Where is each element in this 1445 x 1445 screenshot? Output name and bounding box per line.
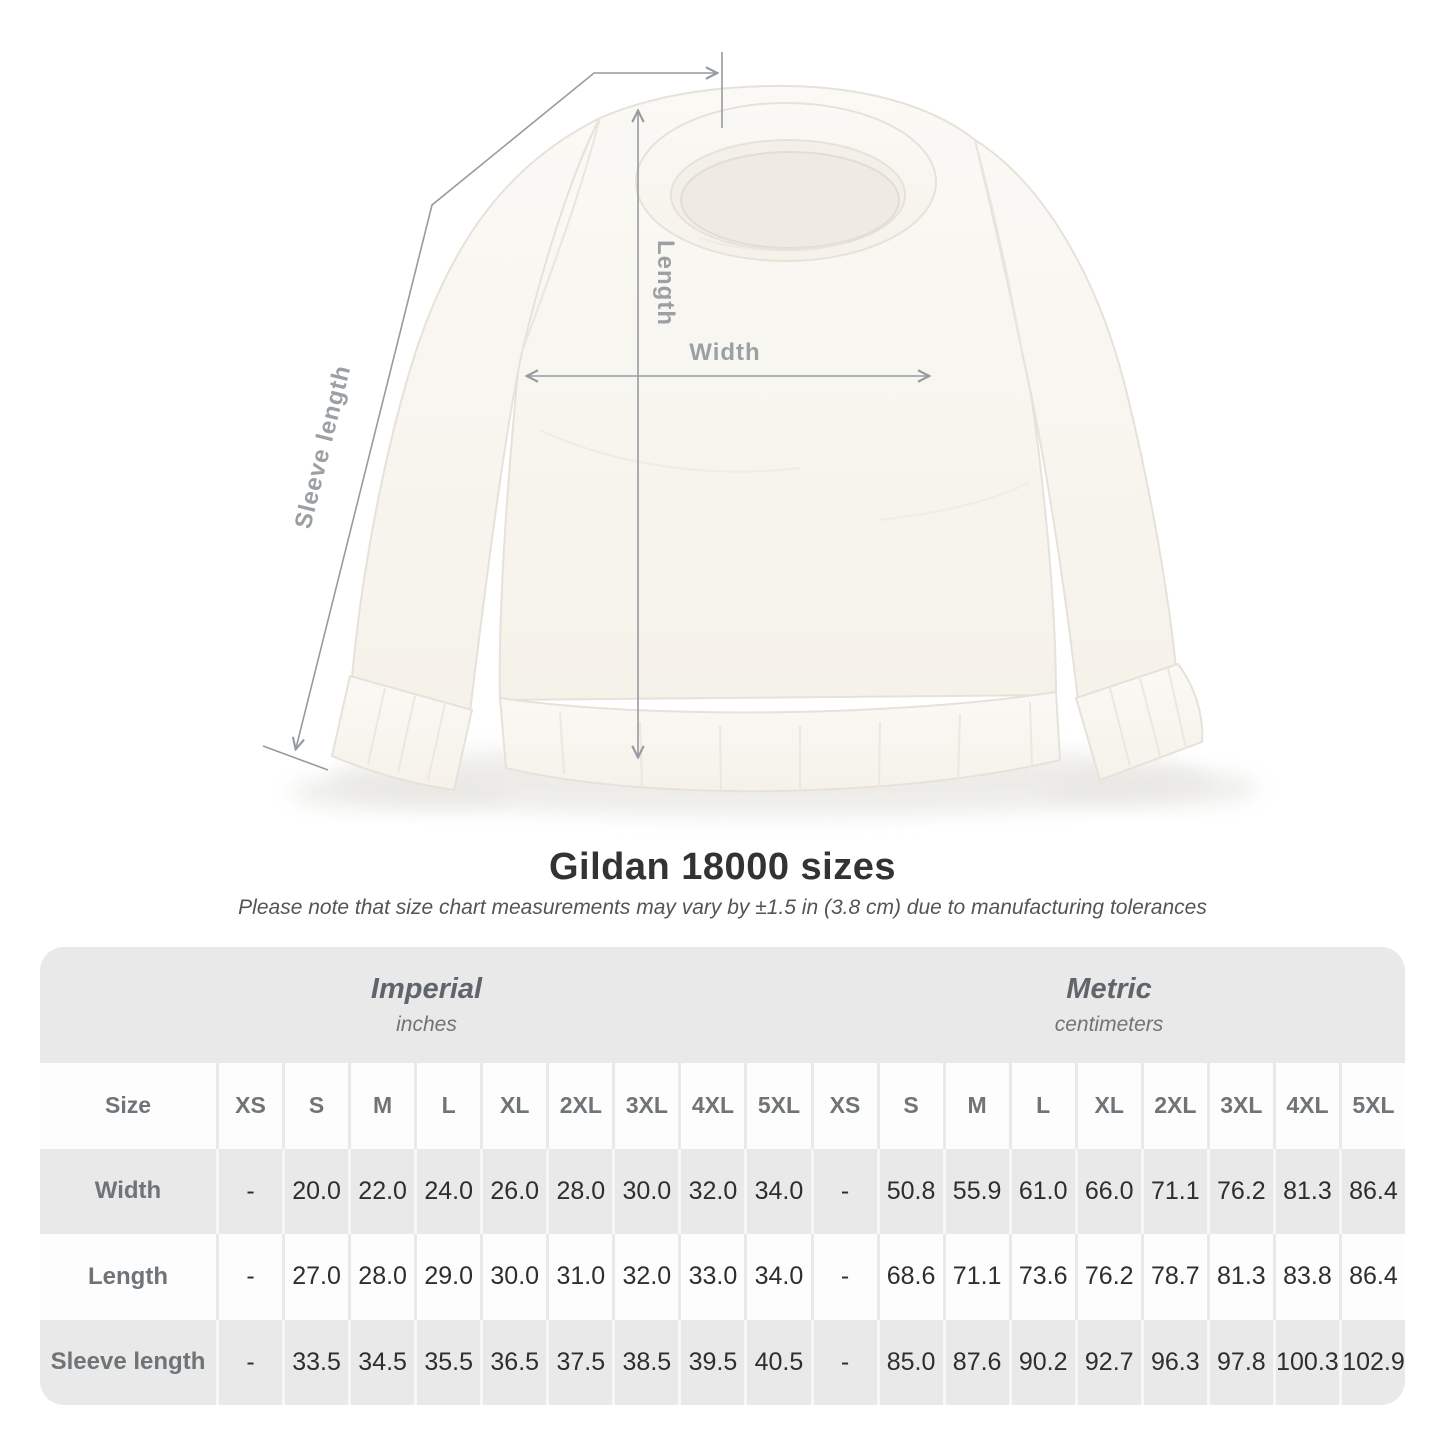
table-cell: 50.8	[877, 1149, 943, 1235]
table-cell: 28.0	[546, 1149, 612, 1235]
table-row-length	[40, 1234, 1405, 1320]
table-cell: 71.1	[1141, 1149, 1207, 1235]
table-cell: 71.1	[943, 1234, 1009, 1320]
column-header: 5XL	[1339, 1063, 1405, 1149]
unit-name: Imperial	[370, 973, 483, 1005]
column-header: 3XL	[1207, 1063, 1273, 1149]
table-cell: 76.2	[1075, 1234, 1141, 1320]
table-cell: 85.0	[877, 1320, 943, 1406]
table-cell: 81.3	[1273, 1149, 1339, 1235]
size-header-row	[40, 1063, 1405, 1149]
size-table	[40, 947, 1405, 1405]
table-cell: 92.7	[1075, 1320, 1141, 1406]
length-label: Length	[652, 240, 679, 326]
table-cell: 29.0	[414, 1234, 480, 1320]
table-cell: -	[216, 1149, 282, 1235]
table-cell: 34.0	[744, 1234, 810, 1320]
column-header: 2XL	[546, 1063, 612, 1149]
table-cell: -	[216, 1320, 282, 1406]
table-cell: 20.0	[282, 1149, 348, 1235]
row-label: Length	[88, 1262, 168, 1290]
table-cell: 87.6	[943, 1320, 1009, 1406]
table-cell: 36.5	[480, 1320, 546, 1406]
size-column-header: Size	[104, 1092, 152, 1119]
table-cell: 31.0	[546, 1234, 612, 1320]
table-cell: 73.6	[1009, 1234, 1075, 1320]
unit-header-row	[40, 947, 1405, 1063]
table-cell: 61.0	[1009, 1149, 1075, 1235]
unit-name: Metric	[1066, 973, 1152, 1005]
table-cell: 34.5	[348, 1320, 414, 1406]
column-header: XS	[811, 1063, 877, 1149]
table-cell: 33.0	[678, 1234, 744, 1320]
column-header: 3XL	[612, 1063, 678, 1149]
column-header: XL	[1075, 1063, 1141, 1149]
table-cell: 30.0	[480, 1234, 546, 1320]
row-label: Width	[94, 1177, 162, 1205]
table-cell: 37.5	[546, 1320, 612, 1406]
table-cell: 97.8	[1207, 1320, 1273, 1406]
unit-group-metric	[813, 947, 1405, 1063]
width-label: Width	[689, 339, 761, 366]
tolerance-note: Please note that size chart measurements may vary by ±1.5 in (3.8 cm) due to manufacturing tolerances	[238, 896, 1207, 919]
table-cell: 81.3	[1207, 1234, 1273, 1320]
column-header: 4XL	[1273, 1063, 1339, 1149]
table-cell: 35.5	[414, 1320, 480, 1406]
table-cell: -	[811, 1149, 877, 1235]
sweatshirt-image	[290, 86, 1260, 816]
unit-sub: inches	[396, 1013, 457, 1036]
column-header: L	[1009, 1063, 1075, 1149]
column-header: M	[348, 1063, 414, 1149]
table-cell: 32.0	[678, 1149, 744, 1235]
table-cell: 26.0	[480, 1149, 546, 1235]
table-row-sleeve-length	[40, 1320, 1405, 1406]
column-header: 4XL	[678, 1063, 744, 1149]
table-row-width	[40, 1149, 1405, 1235]
column-header: 2XL	[1141, 1063, 1207, 1149]
table-cell: 33.5	[282, 1320, 348, 1406]
table-cell: 86.4	[1339, 1149, 1405, 1235]
table-cell: 38.5	[612, 1320, 678, 1406]
table-cell: 68.6	[877, 1234, 943, 1320]
table-cell: 28.0	[348, 1234, 414, 1320]
sleeve-length-label: Sleeve length	[289, 362, 357, 532]
column-header: M	[943, 1063, 1009, 1149]
table-cell: 39.5	[678, 1320, 744, 1406]
table-cell: 78.7	[1141, 1234, 1207, 1320]
table-cell: 32.0	[612, 1234, 678, 1320]
table-cell: 40.5	[744, 1320, 810, 1406]
table-cell: -	[811, 1320, 877, 1406]
table-cell: 76.2	[1207, 1149, 1273, 1235]
table-cell: 86.4	[1339, 1234, 1405, 1320]
table-cell: 83.8	[1273, 1234, 1339, 1320]
table-cell: -	[811, 1234, 877, 1320]
column-header: XS	[216, 1063, 282, 1149]
table-cell: 55.9	[943, 1149, 1009, 1235]
table-cell: 24.0	[414, 1149, 480, 1235]
table-cell: 27.0	[282, 1234, 348, 1320]
column-header: S	[877, 1063, 943, 1149]
column-header: 5XL	[744, 1063, 810, 1149]
column-header: L	[414, 1063, 480, 1149]
unit-sub: centimeters	[1054, 1013, 1164, 1036]
unit-group-imperial	[40, 947, 813, 1063]
table-cell: 34.0	[744, 1149, 810, 1235]
page-title: Gildan 18000 sizes	[549, 846, 896, 888]
table-cell: 96.3	[1141, 1320, 1207, 1406]
table-cell: 100.3	[1273, 1320, 1339, 1406]
table-cell: 22.0	[348, 1149, 414, 1235]
table-cell: -	[216, 1234, 282, 1320]
column-header: S	[282, 1063, 348, 1149]
column-header: XL	[480, 1063, 546, 1149]
table-cell: 90.2	[1009, 1320, 1075, 1406]
table-cell: 30.0	[612, 1149, 678, 1235]
row-label: Sleeve length	[50, 1348, 206, 1376]
table-cell: 102.9	[1339, 1320, 1405, 1406]
table-cell: 66.0	[1075, 1149, 1141, 1235]
